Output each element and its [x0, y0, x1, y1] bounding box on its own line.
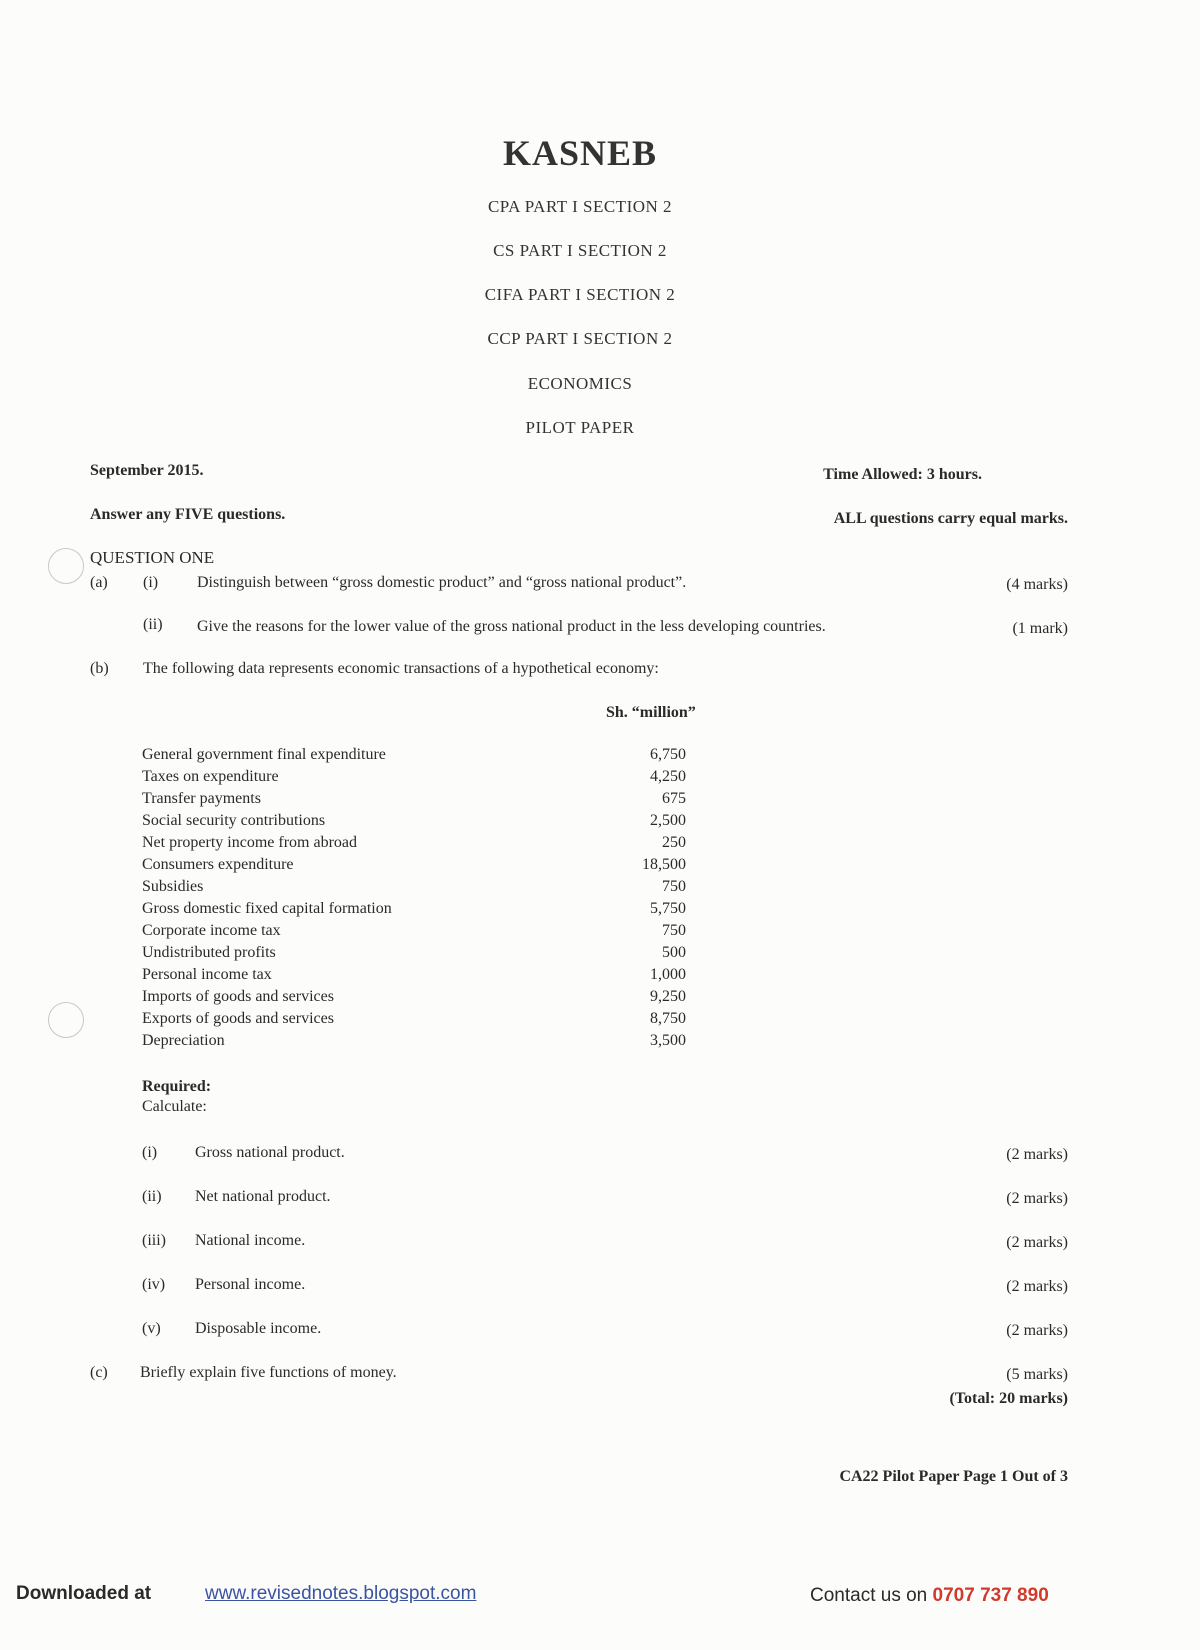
calc-part-label: (ii) [142, 1188, 162, 1205]
calc-part-marks: (2 marks) [1006, 1190, 1068, 1207]
table-row-value: 675 [662, 790, 686, 807]
calc-part-marks: (2 marks) [1006, 1146, 1068, 1163]
question-heading: QUESTION ONE [90, 548, 215, 567]
table-row-label: Imports of goods and services [142, 988, 334, 1005]
paper-type-line: PILOT PAPER [525, 418, 635, 437]
section-line-cifa: CIFA PART I SECTION 2 [484, 285, 676, 304]
table-row-value: 3,500 [650, 1032, 686, 1049]
calculate-heading: Calculate: [142, 1098, 207, 1115]
table-row-value: 4,250 [650, 768, 686, 785]
calc-part-marks: (2 marks) [1006, 1234, 1068, 1251]
part-a-i-label: (i) [143, 574, 159, 591]
part-c-marks: (5 marks) [1006, 1366, 1068, 1383]
total-marks: (Total: 20 marks) [949, 1390, 1068, 1407]
required-heading: Required: [142, 1078, 212, 1095]
table-row-value: 18,500 [642, 856, 686, 873]
exam-instruction: Answer any FIVE questions. [90, 506, 286, 523]
table-row-value: 5,750 [650, 900, 686, 917]
section-line-cpa: CPA PART I SECTION 2 [487, 197, 673, 216]
table-row-label: Depreciation [142, 1032, 225, 1049]
contact-text [810, 1585, 1049, 1607]
table-row-label: Consumers expenditure [142, 856, 294, 873]
part-b-label: (b) [90, 660, 109, 677]
calc-part-text: Net national product. [195, 1188, 331, 1205]
document-title: KASNEB [502, 133, 658, 173]
table-row-value: 750 [662, 922, 686, 939]
part-a-ii-text: Give the reasons for the lower value of the gross national product in the less developing countries. [197, 618, 826, 635]
table-row-value: 2,500 [650, 812, 686, 829]
table-row-label: General government final expenditure [142, 746, 386, 763]
table-row-value: 8,750 [650, 1010, 686, 1027]
table-row-value: 6,750 [650, 746, 686, 763]
part-a-i-marks: (4 marks) [1006, 576, 1068, 593]
table-row-label: Taxes on expenditure [142, 768, 279, 785]
exam-date: September 2015. [90, 462, 204, 479]
contact-label: Contact us on [810, 1585, 928, 1606]
table-row-label: Personal income tax [142, 966, 272, 983]
section-line-ccp: CCP PART I SECTION 2 [487, 329, 673, 348]
section-line-cs: CS PART I SECTION 2 [493, 241, 667, 260]
contact-phone: 0707 737 890 [932, 1585, 1049, 1606]
table-row-label: Exports of goods and services [142, 1010, 334, 1027]
table-header: Sh. “million” [606, 704, 696, 721]
part-a-i-text: Distinguish between “gross domestic product” and “gross national product”. [197, 574, 687, 591]
part-a-ii-label: (ii) [143, 616, 163, 633]
downloaded-label: Downloaded at [16, 1583, 152, 1604]
table-row-value: 500 [662, 944, 686, 961]
calc-part-marks: (2 marks) [1006, 1322, 1068, 1339]
table-row-label: Undistributed profits [142, 944, 276, 961]
subject-line: ECONOMICS [527, 374, 633, 393]
part-c-text: Briefly explain five functions of money. [140, 1364, 397, 1381]
equal-marks-note: ALL questions carry equal marks. [833, 510, 1068, 527]
table-row-label: Gross domestic fixed capital formation [142, 900, 392, 917]
calc-part-text: Personal income. [195, 1276, 306, 1293]
part-a-label: (a) [90, 574, 108, 591]
calc-part-text: National income. [195, 1232, 306, 1249]
table-row-value: 1,000 [650, 966, 686, 983]
part-a-ii-marks: (1 mark) [1012, 620, 1068, 637]
calc-part-label: (v) [142, 1320, 161, 1337]
time-allowed: Time Allowed: 3 hours. [823, 466, 982, 483]
calc-part-text: Disposable income. [195, 1320, 322, 1337]
table-row-label: Net property income from abroad [142, 834, 358, 851]
table-row-label: Subsidies [142, 878, 204, 895]
page-footer: CA22 Pilot Paper Page 1 Out of 3 [839, 1468, 1068, 1485]
calc-part-label: (iii) [142, 1232, 166, 1249]
scan-hole-mark [48, 1002, 84, 1038]
part-c-label: (c) [90, 1364, 108, 1381]
part-b-text: The following data represents economic transactions of a hypothetical economy: [143, 660, 659, 677]
table-row-label: Transfer payments [142, 790, 261, 807]
calc-part-label: (iv) [142, 1276, 166, 1293]
table-row-label: Corporate income tax [142, 922, 281, 939]
calc-part-label: (i) [142, 1144, 158, 1161]
calc-part-text: Gross national product. [195, 1144, 345, 1161]
table-row-value: 750 [662, 878, 686, 895]
website-link[interactable]: www.revisednotes.blogspot.com [205, 1583, 477, 1604]
scan-hole-mark [48, 548, 84, 584]
calc-part-marks: (2 marks) [1006, 1278, 1068, 1295]
table-row-label: Social security contributions [142, 812, 326, 829]
table-row-value: 9,250 [650, 988, 686, 1005]
table-row-value: 250 [662, 834, 686, 851]
